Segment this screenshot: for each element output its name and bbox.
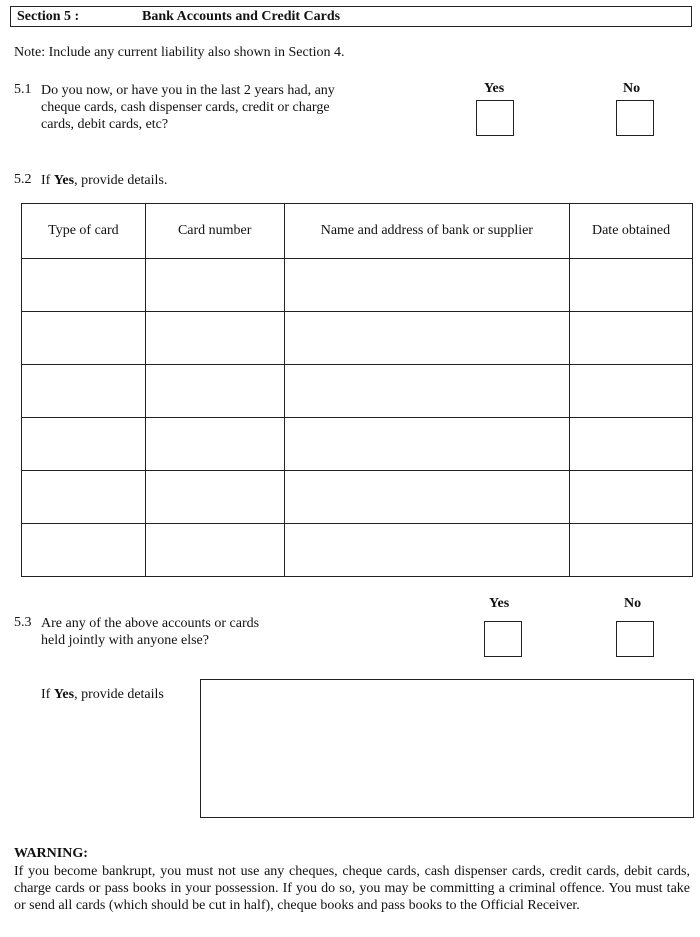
question-5-2-text	[41, 172, 167, 189]
joint-details-bold: Yes	[53, 687, 75, 702]
question-5-3-text	[41, 615, 259, 649]
note-text: Note: Include any current liability also shown in Section 4.	[14, 45, 345, 60]
table-cell[interactable]	[145, 418, 284, 471]
cards-table	[21, 203, 693, 577]
warning-heading: WARNING:	[14, 846, 88, 861]
section-title: Bank Accounts and Credit Cards	[142, 9, 341, 24]
question-5-2-number: 5.2	[14, 172, 32, 187]
warning-text: If you become bankrupt, you must not use any cheques, cheque cards, cash dispenser cards, credit cards, debit cards, charge cards or pass books in your possession. If you do so, you may be committing a criminal offence. You must take or send all cards (which should be cut in half), cheque books and pass books to the Official Receiver.	[14, 864, 690, 913]
table-cell[interactable]	[570, 312, 693, 365]
no-label: No	[624, 596, 642, 611]
table-row	[22, 365, 693, 418]
table-cell[interactable]	[145, 365, 284, 418]
table-row	[22, 418, 693, 471]
table-cell[interactable]	[22, 471, 146, 524]
table-row	[22, 524, 693, 577]
yes-label: Yes	[489, 596, 510, 611]
question-5-1-text	[41, 82, 335, 133]
table-cell[interactable]	[145, 471, 284, 524]
table-cell[interactable]	[284, 418, 570, 471]
yes-checkbox[interactable]	[476, 100, 514, 136]
yes-checkbox[interactable]	[484, 621, 522, 657]
question-5-2-prefix: If	[41, 173, 54, 188]
joint-details-suffix: , provide details	[74, 687, 164, 702]
table-header-row	[22, 204, 693, 259]
table-cell[interactable]	[22, 312, 146, 365]
table-cell[interactable]	[570, 524, 693, 577]
table-row	[22, 259, 693, 312]
question-5-1-number: 5.1	[14, 82, 32, 97]
no-checkbox[interactable]	[616, 621, 654, 657]
table-cell[interactable]	[284, 312, 570, 365]
joint-details-label	[41, 686, 164, 703]
column-header-type-of-card: Type of card	[22, 204, 146, 259]
question-5-3-line: held jointly with anyone else?	[41, 633, 209, 648]
section-header	[10, 6, 692, 27]
table-cell[interactable]	[22, 259, 146, 312]
table-cell[interactable]	[284, 259, 570, 312]
question-5-2-bold: Yes	[53, 173, 75, 188]
table-cell[interactable]	[145, 524, 284, 577]
no-checkbox[interactable]	[616, 100, 654, 136]
table-cell[interactable]	[145, 312, 284, 365]
table-row	[22, 312, 693, 365]
table-cell[interactable]	[22, 524, 146, 577]
section-number: Section 5 :	[17, 9, 80, 24]
table-cell[interactable]	[570, 365, 693, 418]
column-header-card-number: Card number	[145, 204, 284, 259]
column-header-date-obtained: Date obtained	[570, 204, 693, 259]
table-cell[interactable]	[284, 471, 570, 524]
question-5-2-suffix: , provide details.	[74, 173, 168, 188]
yes-label: Yes	[484, 81, 505, 96]
column-header-bank-name-address: Name and address of bank or supplier	[284, 204, 570, 259]
table-cell[interactable]	[145, 259, 284, 312]
table-cell[interactable]	[570, 471, 693, 524]
question-5-3-line: Are any of the above accounts or cards	[41, 616, 260, 631]
question-5-1-line: cheque cards, cash dispenser cards, credit or charge	[41, 100, 330, 115]
table-cell[interactable]	[22, 365, 146, 418]
question-5-1-line: Do you now, or have you in the last 2 years had, any	[41, 83, 335, 98]
joint-details-box[interactable]	[200, 679, 694, 818]
no-label: No	[623, 81, 641, 96]
question-5-3-number: 5.3	[14, 615, 32, 630]
table-cell[interactable]	[570, 259, 693, 312]
table-cell[interactable]	[284, 524, 570, 577]
table-cell[interactable]	[22, 418, 146, 471]
table-cell[interactable]	[570, 418, 693, 471]
table-row	[22, 471, 693, 524]
question-5-1-line: cards, debit cards, etc?	[41, 117, 169, 132]
joint-details-prefix: If	[41, 687, 54, 702]
table-cell[interactable]	[284, 365, 570, 418]
